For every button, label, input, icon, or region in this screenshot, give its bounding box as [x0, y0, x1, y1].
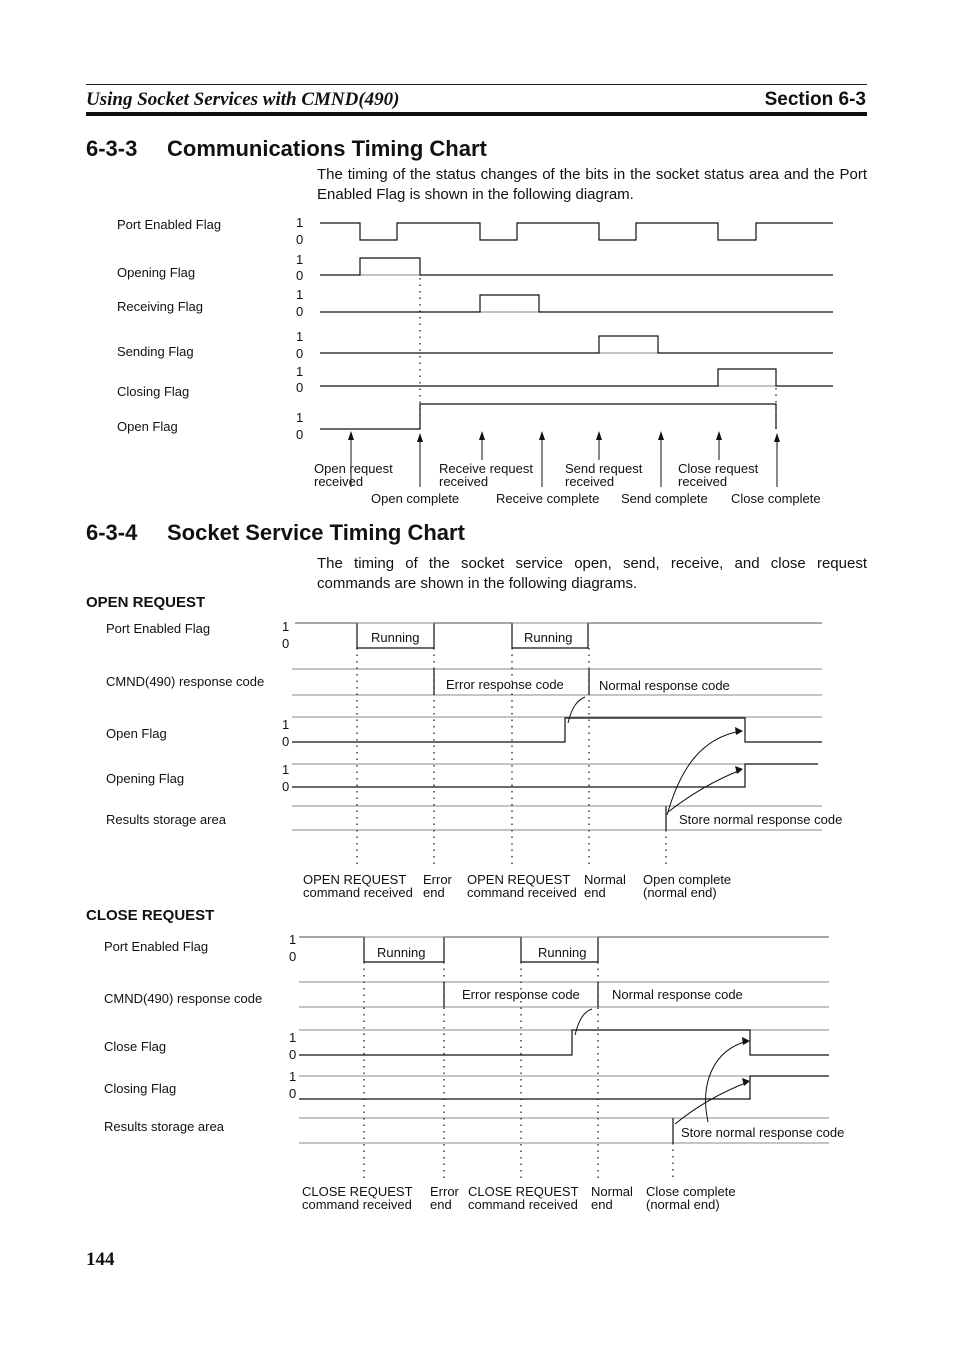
- signal-label: Port Enabled Flag: [104, 939, 209, 954]
- svg-text:0: 0: [296, 427, 304, 442]
- event-label: Normal end: [584, 872, 626, 900]
- svg-text:Send complete: Send complete: [621, 491, 708, 506]
- section-6-3-3-intro: The timing of the status changes of the bits in the socket status area and the Port Enabled Flag is shown in the following diagram.: [317, 166, 867, 203]
- transition-arrows: [575, 1009, 750, 1124]
- svg-text:1: 1: [282, 762, 290, 777]
- svg-text:1: 1: [282, 717, 290, 732]
- error-code-label: Error response code: [462, 987, 580, 1002]
- signal-label: Opening Flag: [117, 265, 196, 280]
- event-label: OPEN REQUEST command received: [467, 872, 577, 900]
- svg-text:0: 0: [296, 380, 304, 395]
- store-label: Store normal response code: [681, 1125, 845, 1140]
- signal-label: Results storage area: [104, 1119, 224, 1134]
- signal-label: Open Flag: [106, 726, 167, 741]
- svg-text:0: 0: [289, 1086, 297, 1101]
- normal-code-label: Normal response code: [599, 678, 730, 693]
- store-label: Store normal response code: [679, 812, 843, 827]
- svg-text:0: 0: [282, 734, 290, 749]
- event-label: OPEN REQUEST command received: [303, 872, 413, 900]
- svg-text:1: 1: [296, 252, 304, 267]
- svg-text:0: 0: [282, 636, 290, 651]
- section-number: 6-3-3: [86, 136, 138, 161]
- section-title: Socket Service Timing Chart: [167, 520, 465, 545]
- event-label: Open request received: [314, 461, 393, 489]
- svg-text:Close complete: Close complete: [731, 491, 821, 506]
- event-label: Open complete (normal end): [643, 872, 732, 900]
- section-title: Communications Timing Chart: [167, 136, 487, 161]
- svg-text:0: 0: [296, 232, 304, 247]
- svg-text:1: 1: [296, 215, 304, 230]
- signal-label: Opening Flag: [106, 771, 185, 786]
- signal-label: Open Flag: [117, 419, 178, 434]
- svg-text:1: 1: [289, 1069, 297, 1084]
- svg-text:Open complete: Open complete: [371, 491, 460, 506]
- open-request-heading: OPEN REQUEST: [86, 594, 206, 611]
- event-label: Close complete (normal end): [646, 1184, 736, 1212]
- event-label: Normal end: [591, 1184, 633, 1212]
- signal-label: Receiving Flag: [117, 299, 203, 314]
- normal-code-label: Normal response code: [612, 987, 743, 1002]
- svg-text:0: 0: [289, 949, 297, 964]
- running-label: Running: [377, 945, 426, 960]
- section-6-3-4-intro: The timing of the socket service open, send, receive, and close request commands are shown in the following diagrams.: [317, 555, 867, 592]
- svg-text:1: 1: [296, 329, 304, 344]
- svg-text:0: 0: [296, 304, 304, 319]
- running-label: Running: [524, 630, 573, 645]
- svg-text:1: 1: [296, 364, 304, 379]
- svg-text:0: 0: [296, 346, 304, 361]
- level-labels: [289, 932, 296, 1101]
- close-request-heading: CLOSE REQUEST: [86, 907, 215, 924]
- svg-text:1: 1: [282, 619, 290, 634]
- signal-label: CMND(490) response code: [104, 991, 263, 1006]
- running-header-title: Using Socket Services with CMND(490): [86, 89, 400, 110]
- running-header-section: Section 6-3: [764, 89, 866, 110]
- event-label: Error end: [430, 1184, 459, 1212]
- svg-text:0: 0: [282, 779, 290, 794]
- signal-label: Close Flag: [104, 1039, 167, 1054]
- svg-text:1: 1: [296, 287, 304, 302]
- section-number: 6-3-4: [86, 520, 138, 545]
- event-label: CLOSE REQUEST command received: [302, 1184, 413, 1212]
- event-label: CLOSE REQUEST command received: [468, 1184, 579, 1212]
- signal-label: Closing Flag: [104, 1081, 177, 1096]
- signal-label: Closing Flag: [117, 384, 190, 399]
- signal-label: Port Enabled Flag: [117, 217, 222, 232]
- event-label: Send request received: [565, 461, 643, 489]
- signal-label: Port Enabled Flag: [106, 621, 211, 636]
- event-label: Error end: [423, 872, 452, 900]
- error-code-label: Error response code: [446, 677, 564, 692]
- svg-text:Receive complete: Receive complete: [496, 491, 600, 506]
- page-number: 144: [86, 1249, 115, 1270]
- event-labels: [302, 1184, 736, 1212]
- waveforms: [299, 937, 844, 1143]
- svg-text:1: 1: [289, 932, 297, 947]
- signal-label: Results storage area: [106, 812, 226, 827]
- running-label: Running: [371, 630, 420, 645]
- svg-text:0: 0: [289, 1047, 297, 1062]
- running-label: Running: [538, 945, 587, 960]
- svg-text:1: 1: [296, 410, 304, 425]
- svg-text:0: 0: [296, 268, 304, 283]
- signal-label: CMND(490) response code: [106, 674, 265, 689]
- event-label: Receive request received: [439, 461, 533, 489]
- event-label: Close request received: [678, 461, 759, 489]
- svg-text:1: 1: [289, 1030, 297, 1045]
- signal-label: Sending Flag: [117, 344, 194, 359]
